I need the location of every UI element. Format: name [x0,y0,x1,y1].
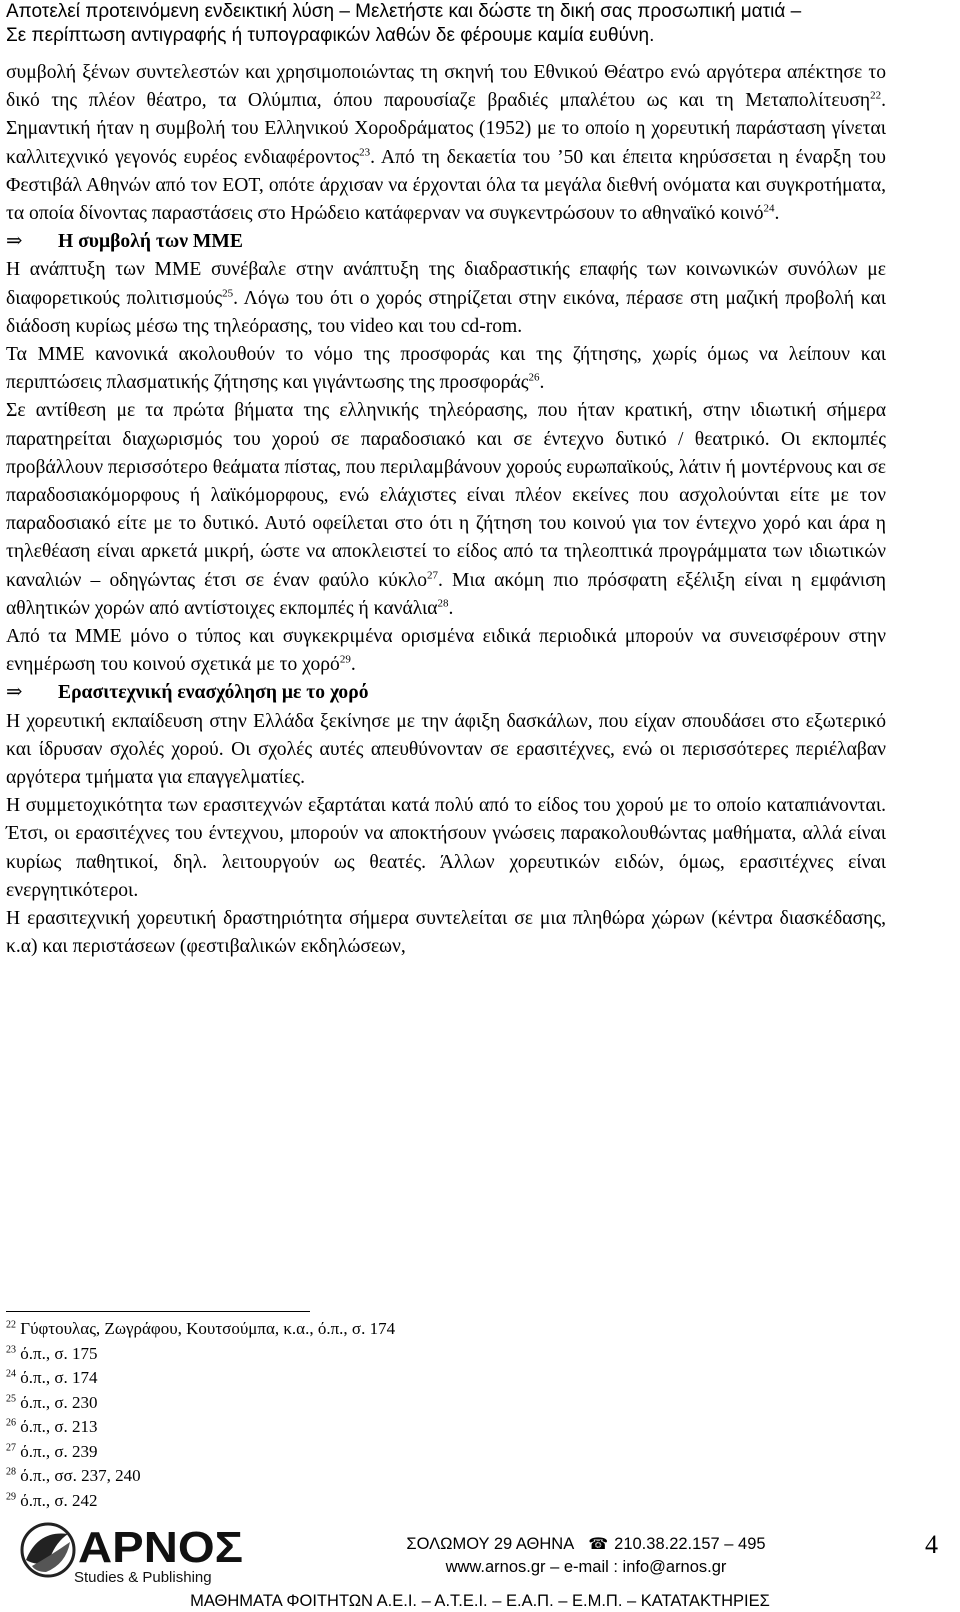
right-double-arrow-icon: ⇒ [6,682,23,704]
paragraph: Η ανάπτυξη των ΜΜΕ συνέβαλε στην ανάπτυξη της διαδραστικής επαφής των κοινωνικών συνόλων με διαφορετικούς πολιτισμούς$^{25}$. Λόγω του ότι ο χορός στηρίζεται στην εικόνα, πέρασε στη μαζική προβολή και διάδοση κυρίως μέσω της τηλεόρασης, του video και του cd-rom. [6,259,886,337]
contact-info [366,1533,806,1578]
logo-subtitle: Studies & Publishing [74,1569,212,1586]
footnotes [6,1317,395,1513]
right-double-arrow-icon: ⇒ [6,231,23,253]
document-body [6,59,886,962]
footnote: $^{26}$ ό.π., σ. 213 [6,1417,98,1436]
telephone-icon: ☎ [588,1536,609,1553]
footnote-ref: 27 [427,569,438,582]
paragraph: Η συμμετοχικότητα των ερασιτεχνών εξαρτάται κατά πολύ από το είδος του χορού με το οποίο καταπιάνονται. Έτσι, οι ερασιτέχνες του έντεχνου, μπορούν να αποκτήσουν γνώσεις παρακολουθώντας μαθήματα, αλλά είναι κυρίως παθητικοί, δηλ. λειτουργούν ως θεατές. Άλλων χορευτικών ειδών, όμως, ερασιτέχνες είναι ενεργητικότεροι. [6,795,886,901]
footnote-ref: 28 [437,597,449,610]
footnote: $^{25}$ ό.π., σ. 230 [6,1392,98,1412]
footnote: $^{29}$ ό.π., σ. 242 [6,1490,98,1510]
section-heading: ⇒ Η συμβολή των ΜΜΕ [6,228,886,256]
footnote-ref: 29 [339,653,351,666]
footnote-ref: 24 [763,202,775,215]
footnote: $^{24}$ ό.π., σ. 174 [6,1368,98,1387]
page-header [6,0,906,48]
website-email: www.arnos.gr – e-mail : info@arnos.gr [445,1558,727,1576]
paragraph: Η ερασιτεχνική χορευτική δραστηριότητα σήμερα συντελείται σε μια πληθώρα χώρων (κέντρα διασκέδασης, κ.α) και περιστάσεων (φεστιβαλικών εκδηλώσεων, [6,908,886,958]
footnote: $^{23}$ ό.π., σ. 175 [6,1343,98,1363]
header-line-2: Σε περίπτωση αντιγραφής ή τυπογραφικών λαθών δε φέρουμε καμία ευθύνη. [6,25,655,46]
footnote-ref: 25 [222,287,234,300]
footnote: $^{28}$ ό.π., σσ. 237, 240 [6,1466,141,1485]
footnote-ref: 23 [359,146,371,159]
logo-wordmark: ΑΡΝΟΣ [78,1523,243,1572]
section-heading: ⇒ Ερασιτεχνική ενασχόληση με το χορό [6,679,886,707]
footer-tagline: ΜΑΘΗΜΑΤΑ ΦΟΙΤΗΤΩΝ Α.Ε.Ι. – Α.Τ.Ε.Ι. – Ε.Α.Π. – Ε.Μ.Π. – ΚΑΤΑΤΑΚΤΗΡΙΕΣ [190,1592,770,1610]
paragraph: Τα ΜΜΕ κανονικά ακολουθούν το νόμο της προσφοράς και της ζήτησης, χωρίς όμως να λείπουν και περιπτώσεις πλασματικής ζήτησης και γιγάντωσης της προσφοράς$^{26}$. [6,344,886,394]
footnote-ref: 26 [528,371,540,384]
paragraph: Από τα ΜΜΕ μόνο ο τύπος και συγκεκριμένα ορισμένα ειδικά περιοδικά μπορούν να συνεισφέρουν στην ενημέρωση του κοινού σχετικά με το χορό$^{29}$. [6,626,886,676]
address: ΣΟΛΩΜΟΥ 29 ΑΘΗΝΑ [406,1535,575,1553]
paragraph: Η χορευτική εκπαίδευση στην Ελλάδα ξεκίνησε με την άφιξη δασκάλων, που είχαν σπουδάσει στο εξωτερικό και ίδρυσαν σχολές χορού. Οι σχολές αυτές απευθύνονταν σε ερασιτέχνες, ενώ οι περισσότερες περιέλαβαν αργότερα τμήματα για επαγγελματίες. [6,710,886,789]
footnote: $^{22}$ Γύφτουλας, Ζωγράφου, Κουτσούμπα, κ.α., ό.π., σ. 174 [6,1319,396,1338]
header-line-1: Αποτελεί προτεινόμενη ενδεικτική λύση – Μελετήστε και δώστε τη δική σας προσωπική ματιά – [6,1,802,22]
arnos-logo [16,1520,246,1586]
paragraph: Σε αντίθεση με τα πρώτα βήματα της ελληνικής τηλεόρασης, που ήταν κρατική, στην ιδιωτική σήμερα παρατηρείται διαχωρισμός του χορού σε παραδοσιακό και σε έντεχνο δυτικό / θεατρικό. Οι εκπομπές προβάλλουν περισσότερο θεάματα πίστας, που περιλαμβάνουν χορούς ευρωπαϊκούς, λάτιν ή μοντέρνους και σε παραδοσιακόμορφους ή λαϊκόμορφους, ενώ ελάχιστες είναι πλέον εκείνες που ασχολούνται είτε με τον παραδοσιακό είτε με το δυτικό. Αυτό οφείλεται στο ότι η ζήτηση του κοινού για τον έντεχνο χορό και άρα η τηλεθέαση είναι αρκετά μικρή, ώστε να αποκλειστεί το είδος από τα τηλεοπτικά προγράμματα των ιδιωτικών καναλιών – οδηγώντας έτσι σε έναν φαύλο κύκλο$^{27}$. Μια ακόμη πιο πρόσφατη εξέλιξη είναι η εμφάνιση αθλητικών χορών από αντίστοιχες εκπομπές ή κανάλια$^{28}$. [6,400,886,619]
paragraph: συμβολή ξένων συντελεστών και χρησιμοποιώντας τη σκηνή του Εθνικού Θέατρο ενώ αργότερα απέκτησε το δικό της πλέον θέατρο, τα Ολύμπια, όπου παρουσίαζε βραδιές μπαλέτου ως και τη Μεταπολίτευση$^{22}$. Σημαντική ήταν η συμβολή του Ελληνικού Χοροδράματος (1952) με το οποίο η χορευτική παράσταση γίνεται καλλιτεχνικό γεγονός ευρέος ενδιαφέροντος$^{23}$. Από τη δεκαετία του ’50 και έπειτα κηρύσσεται η έναρξη του Φεστιβάλ Αθηνών από τον ΕΟΤ, οπότε άρχισαν να έρχονται όλα τα μεγάλα διεθνή ονόματα και συγκροτήματα, τα οποία δίνοντας παραστάσεις στο Ηρώδειο κατάφερναν να συγκεντρώσουν το αθηναϊκό κοινό$^{24}$. [6,62,886,225]
page-number: 4 [925,1530,938,1559]
phone-number: 210.38.22.157 – 495 [614,1535,766,1553]
footnote-divider [6,1311,310,1312]
footnote: $^{27}$ ό.π., σ. 239 [6,1441,98,1461]
footnote-ref: 22 [870,89,882,102]
